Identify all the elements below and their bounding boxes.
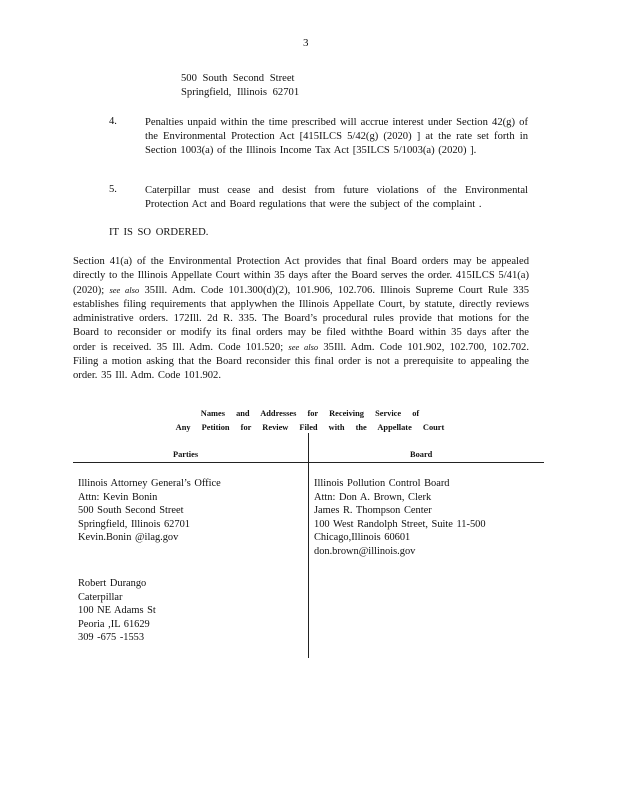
see-also-signal: see also [288,342,319,352]
board-line: Chicago,Illinois 60601 [314,532,411,544]
service-table-title: Names and Addresses for Receiving Service of [200,409,420,418]
party-line: Peoria ,IL 61629 [78,618,150,630]
see-also-signal: see also [109,285,140,295]
item-text: Penalties unpaid within the time prescribed will accrue interest under Section 42(g) of the Environmental Protection Act [415ILCS 5/42(g) (2020) ] at the rate set forth in Section 1003(a) of the Illinois Income Tax Act [35ILCS 5/1003(a) (2020) ]. [145,117,528,156]
appeal-text-part: 35Ill. Adm. Code 101.300(d)(2), 101.906, 102.706. Illinois Supreme Court Rule 335 establishes filing requirements that applywhen the Illinois Appellate Court, by statute, directly reviews administrative orders. 172Ill. 2d R. 335. The Board’s procedural rules provide that motions for the Board to reconsider or modify its final orders may be filed withthe Board within 35 days after the order is received. 35 Ill. Adm. Code 101.520; [73,285,529,353]
party-block-caterpillar [78,577,156,645]
appeal-paragraph [73,255,529,383]
appeal-text-part: Section 41(a) of the Environmental Protection Act provides that final Board orders may be appealed directly to the Illinois Appellate Court within 35 days after the Board serves the order. 415ILCS 5/41(a) (2020); [73,256,529,296]
address-street: 500 South Second Street [181,73,295,84]
parties-column-header: Parties [173,450,199,459]
board-line: Illinois Pollution Control Board [314,478,450,489]
order-statement: IT IS SO ORDERED. [109,227,209,238]
party-line: Caterpillar [78,591,123,603]
table-divider-vertical [308,433,309,658]
party-line: Attn: Kevin Bonin [78,491,158,503]
board-column-header: Board [410,450,433,459]
party-line: 100 NE Adams St [78,605,156,617]
board-line: James R. Thompson Center [314,505,432,517]
party-line: Illinois Attorney General’s Office [78,478,221,489]
board-block [314,477,486,559]
party-line: Springfield, Illinois 62701 [78,518,190,530]
service-table-title: Any Petition for Review Filed with the Appellate Court [175,423,445,432]
party-block-attorney-general [78,477,221,545]
board-line: Attn: Don A. Brown, Clerk [314,491,432,503]
appeal-text-part: 35Ill. Adm. Code 101.902, 102.700, 102.702. Filing a motion asking that the Board reconsider this final order is not a prerequisite to appealing the order. 35 Ill. Adm. Code 101.902. [73,342,530,381]
address-city: Springfield, Illinois 62701 [181,87,300,98]
page-number: 3 [303,37,309,49]
board-email: don.brown@illinois.gov [314,545,416,557]
party-line: Robert Durango [78,578,147,589]
party-line: 500 South Second Street [78,505,184,517]
board-line: 100 West Randolph Street, Suite 11-500 [314,518,486,530]
item-number: 4. [109,116,117,127]
party-phone: 309 -675 -1553 [78,632,145,644]
item-number: 5. [109,184,117,195]
party-email: Kevin.Bonin @ilag.gov [78,532,179,544]
item-text: Caterpillar must cease and desist from future violations of the Environmental Protection Act and Board regulations that were the subject of the complaint . [145,185,528,210]
